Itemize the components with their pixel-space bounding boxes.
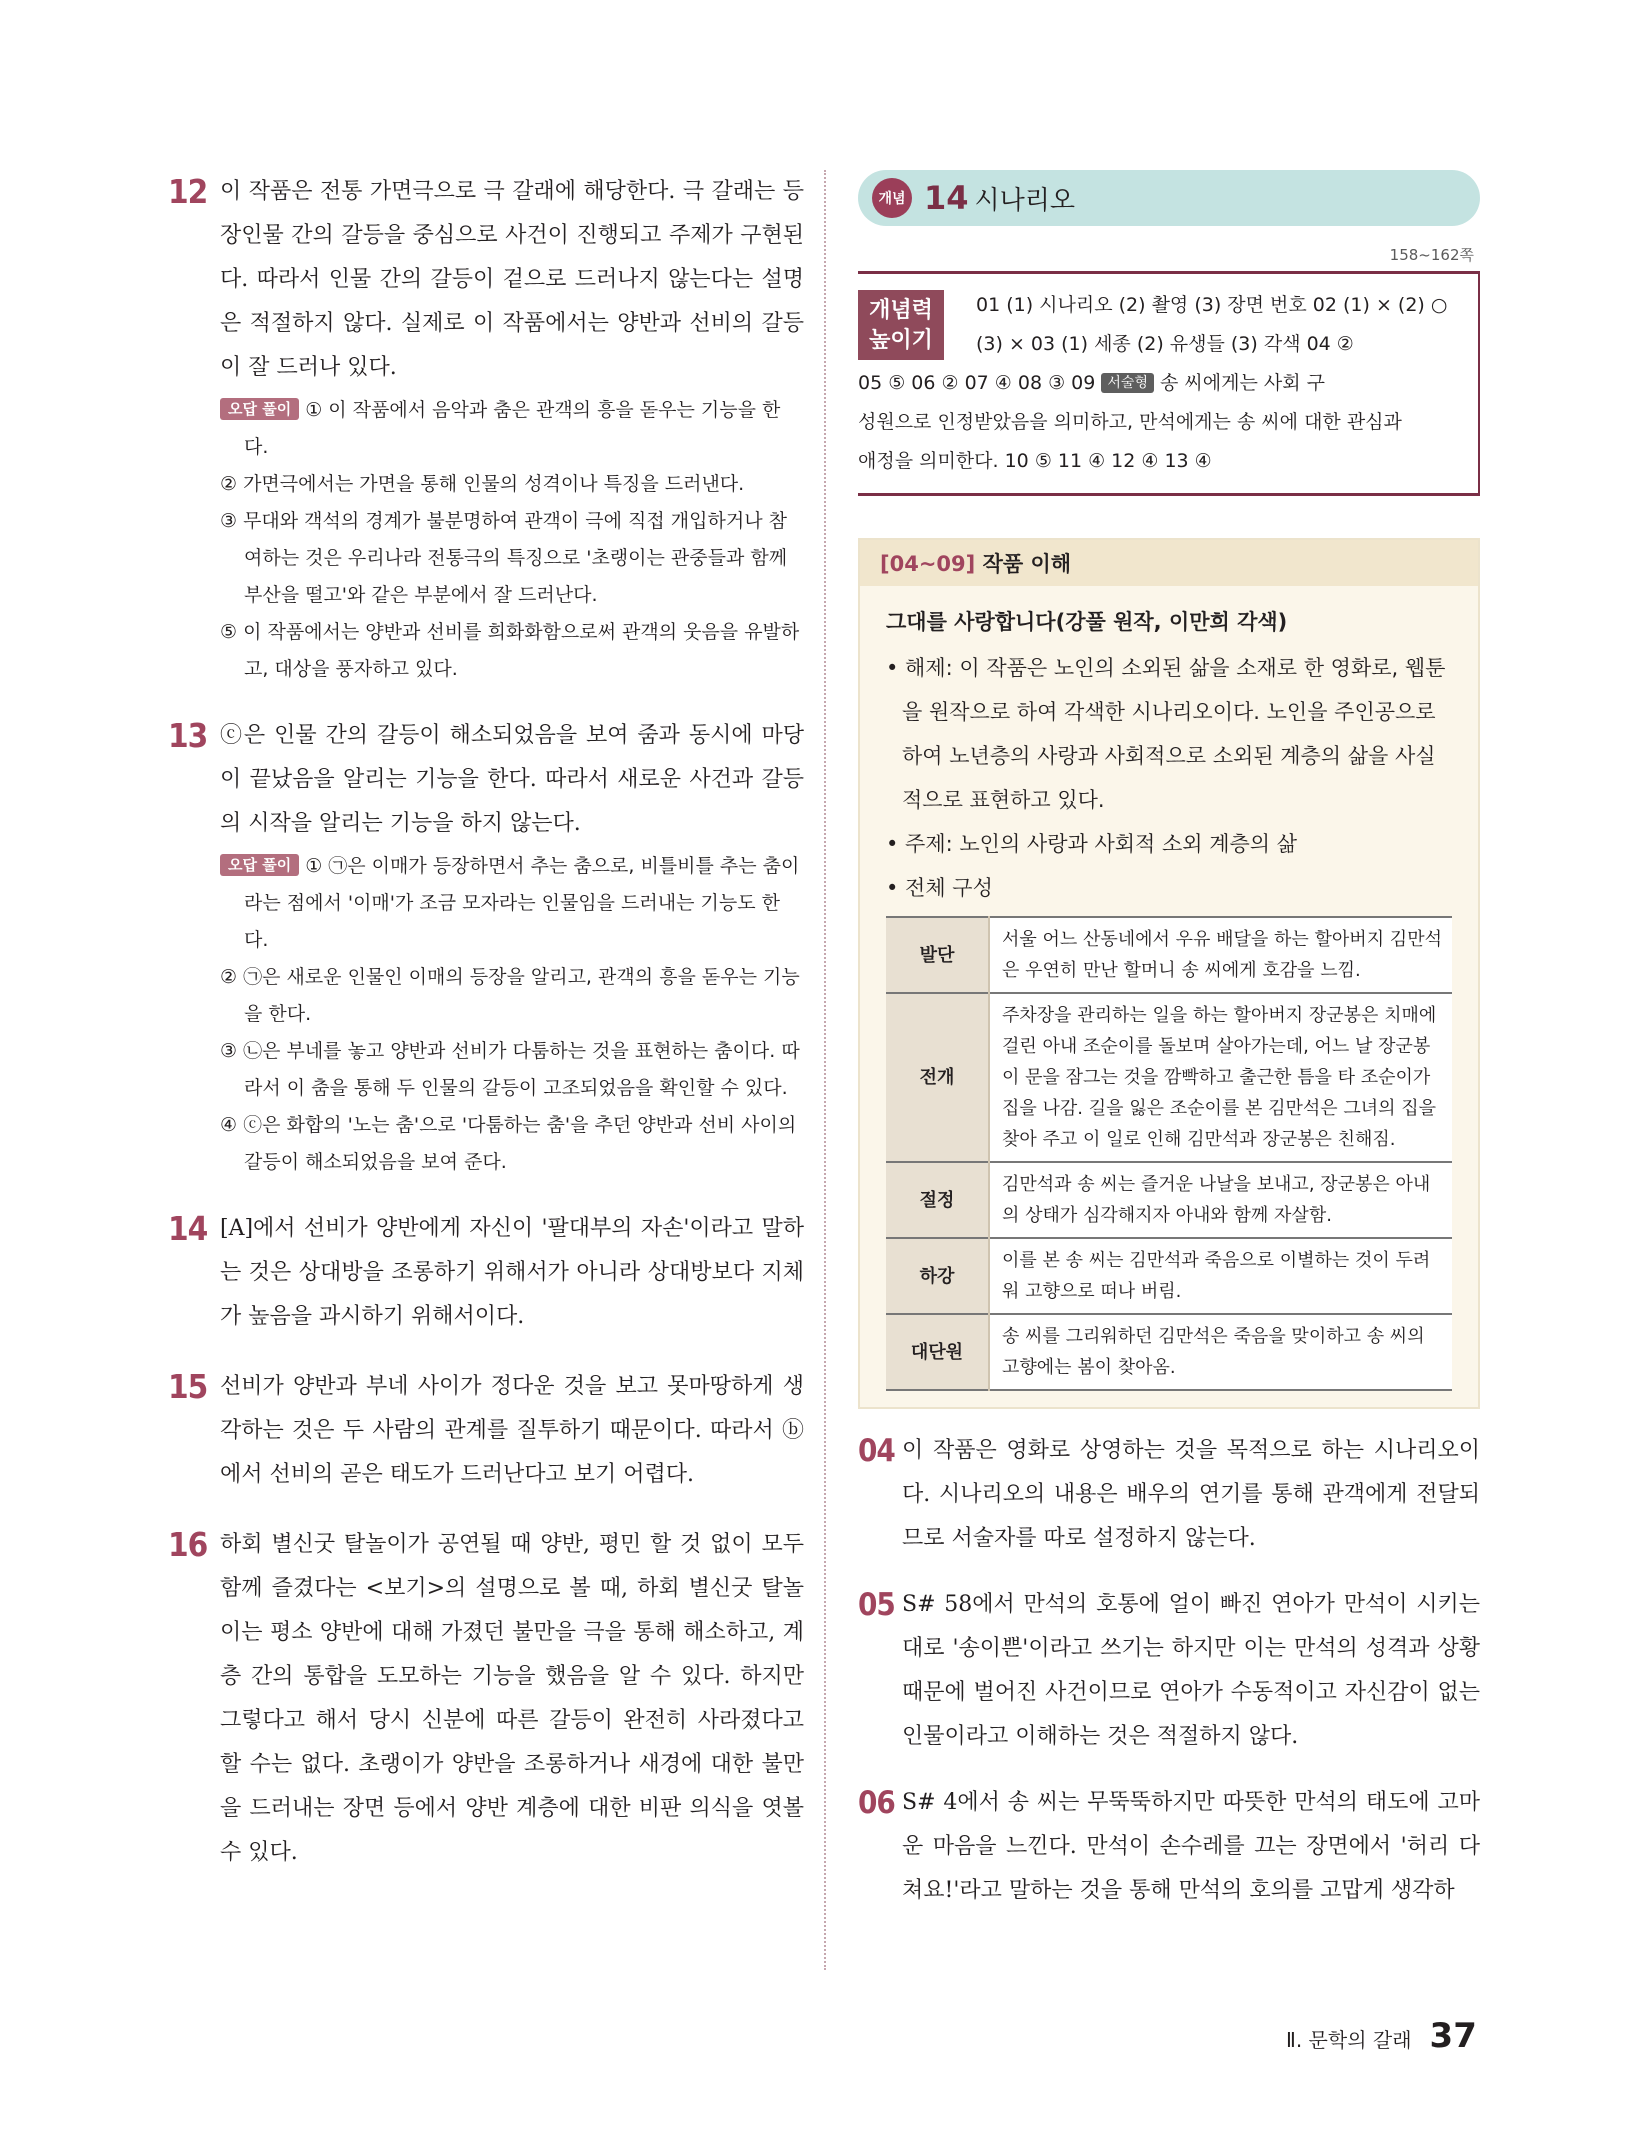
answer-text: 송 씨에게는 사회 구 <box>1160 372 1325 394</box>
question-range: [04~09] <box>880 552 976 576</box>
explanation-text: S# 4에서 송 씨는 무뚝뚝하지만 따뜻한 만석의 태도에 고마운 마음을 느낀다. 만석이 손수레를 끄는 장면에서 '허리 다쳐요!'라고 말하는 것을 통해 만석의 호의를 고맙게 생각하 <box>902 1790 1480 1903</box>
stage-name: 절정 <box>886 1162 989 1238</box>
answer-line: 01 (1) 시나리오 (2) 촬영 (3) 장면 번호 02 (1) × (2) ○ <box>976 294 1448 316</box>
wrong-answer-item: ④ ⓒ은 화합의 '노는 춤'으로 '다툼하는 춤'을 추던 양반과 선비 사이의 갈등이 해소되었음을 보여 준다. <box>220 1114 797 1173</box>
answer-explanation-14 <box>168 1207 804 1339</box>
right-column <box>858 170 1480 1913</box>
stage-name: 전개 <box>886 993 989 1162</box>
wrong-answer-item: ③ 무대와 객석의 경계가 불분명하여 관객이 극에 직접 개입하거나 참여하는 것은 우리나라 전통극의 특징으로 '초랭이는 관중들과 함께 부산을 떨고'와 같은 부분에서 잘 드러난다. <box>220 510 788 606</box>
stage-desc: 이를 본 송 씨는 김만석과 죽음으로 이별하는 것이 두려워 고향으로 떠나 버림. <box>989 1238 1452 1314</box>
wrong-answer-notes <box>220 848 804 1181</box>
work-title: 그대를 사랑합니다(강풀 원작, 이만희 각색) <box>886 610 1288 634</box>
page-number: 37 <box>1429 2016 1477 2056</box>
work-header-title: 작품 이해 <box>982 552 1072 576</box>
question-number: 06 <box>858 1785 895 1821</box>
label-line: 높이기 <box>869 328 933 353</box>
stage-desc: 주차장을 관리하는 일을 하는 할아버지 장군봉은 치매에 걸린 아내 조순이를 돌보며 살아가는데, 어느 날 장군봉이 문을 잠그는 것을 깜빡하고 출근한 틈을 타 조순이가 집을 나감. 길을 잃은 조순이를 본 김만석은 그녀의 집을 찾아 주고 이 일로 인해 김만석과 장군봉은 친해짐. <box>989 993 1452 1162</box>
stage-desc: 김만석과 송 씨는 즐거운 나날을 보내고, 장군봉은 아내의 상태가 심각해지자 아내와 함께 자살함. <box>989 1162 1452 1238</box>
theme-bullet: • 주제: 노인의 사랑과 사회적 소외 계층의 삶 <box>886 832 1298 856</box>
wrong-answer-notes <box>220 392 804 688</box>
concept-icon: 개념 <box>872 178 912 218</box>
wrong-answer-item: ⑤ 이 작품에서는 양반과 선비를 희화화함으로써 관객의 웃음을 유발하고, 대상을 풍자하고 있다. <box>220 621 800 680</box>
stage-desc: 송 씨를 그리워하던 김만석은 죽음을 맞이하고 송 씨의 고향에는 봄이 찾아옴. <box>989 1314 1452 1390</box>
answer-text: 05 ⑤ 06 ② 07 ④ 08 ③ 09 <box>858 372 1096 394</box>
explanation-text: 이 작품은 영화로 상영하는 것을 목적으로 하는 시나리오이다. 시나리오의 내용은 배우의 연기를 통해 관객에게 전달되므로 서술자를 따로 설정하지 않는다. <box>902 1438 1480 1551</box>
explanation-text: 하회 별신굿 탈놀이가 공연될 때 양반, 평민 할 것 없이 모두 함께 즐겼다는 <보기>의 설명으로 볼 때, 하회 별신굿 탈놀이는 평소 양반에 대해 가졌던 불만을 극을 통해 해소하고, 계층 간의 통합을 도모하는 기능을 했음을 알 수 있다. 하지만 그렇다고 해서 당시 신분에 따른 갈등이 완전히 사라졌다고 할 수는 없다. 초랭이가 양반을 조롱하거나 새경에 대한 불만을 드러내는 장면 등에서 양반 계층에 대한 비판 의식을 엿볼 수 있다. <box>220 1532 804 1865</box>
answer-explanation-05 <box>858 1583 1480 1759</box>
wrong-answer-item: ① 이 작품에서 음악과 춤은 관객의 흥을 돋우는 기능을 한다. <box>244 399 781 458</box>
page-footer <box>1286 2016 1477 2056</box>
answer-line <box>858 364 1462 403</box>
table-row <box>886 993 1452 1162</box>
question-number: 16 <box>168 1525 208 1564</box>
table-row <box>886 1162 1452 1238</box>
section-title: Ⅱ. 문학의 갈래 <box>1286 2028 1412 2052</box>
table-row <box>886 1238 1452 1314</box>
question-number: 12 <box>168 172 208 211</box>
explanation-text: 이 작품은 전통 가면극으로 극 갈래에 해당한다. 극 갈래는 등장인물 간의 갈등을 중심으로 사건이 진행되고 주제가 구현된다. 따라서 인물 간의 갈등이 겉으로 드러나지 않는다는 설명은 적절하지 않다. 실제로 이 작품에서는 양반과 선비의 갈등이 잘 드러나 있다. <box>220 179 804 380</box>
concept-header <box>858 170 1480 226</box>
wrong-answer-item: ② ㉠은 새로운 인물인 이매의 등장을 알리고, 관객의 흥을 돋우는 기능을 한다. <box>220 966 800 1025</box>
label-line: 개념력 <box>869 298 933 323</box>
answer-explanation-15 <box>168 1365 804 1497</box>
table-row <box>886 1314 1452 1390</box>
question-number: 04 <box>858 1433 895 1469</box>
explanation-text: S# 58에서 만석의 호통에 얼이 빠진 연아가 만석이 시키는 대로 '송이쁜'이라고 쓰기는 하지만 이는 만석의 성격과 상황 때문에 벌어진 사건이므로 연아가 수동적이고 자신감이 없는 인물이라고 이해하는 것은 적절하지 않다. <box>902 1592 1480 1749</box>
answer-explanation-16 <box>168 1523 804 1875</box>
explanation-text: [A]에서 선비가 양반에게 자신이 '팔대부의 자손'이라고 말하는 것은 상대방을 조롱하기 위해서가 아니라 상대방보다 지체가 높음을 과시하기 위해서이다. <box>220 1216 804 1329</box>
structure-bullet: • 전체 구성 <box>886 876 993 900</box>
answer-explanation-12 <box>168 170 804 688</box>
page-range: 158~162쪽 <box>1389 246 1474 264</box>
concept-title: 시나리오 <box>974 185 1075 216</box>
work-understanding-box <box>858 538 1480 1409</box>
table-row <box>886 917 1452 993</box>
question-number: 14 <box>168 1209 208 1248</box>
answer-line: 성원으로 인정받았음을 의미하고, 만석에게는 송 씨에 대한 관심과 <box>858 411 1402 433</box>
plot-structure-table <box>886 916 1452 1391</box>
stage-name: 발단 <box>886 917 989 993</box>
answer-line: 애정을 의미한다. 10 ⑤ 11 ④ 12 ④ 13 ④ <box>858 450 1212 472</box>
summary-bullet: • 해제: 이 작품은 노인의 소외된 삶을 소재로 한 영화로, 웹툰을 원작으로 하여 각색한 시나리오이다. 노인을 주인공으로 하여 노년층의 사랑과 사회적으로 소외된 계층의 삶을 사실적으로 표현하고 있다. <box>886 656 1446 812</box>
answer-explanation-13 <box>168 714 804 1181</box>
wrong-answer-item: ② 가면극에서는 가면을 통해 인물의 성격이나 특징을 드러낸다. <box>220 473 745 495</box>
answer-explanation-04 <box>858 1429 1480 1561</box>
wrong-answer-item: ① ㉠은 이매가 등장하면서 추는 춤으로, 비틀비틀 추는 춤이라는 점에서 '이매'가 조금 모자라는 인물임을 드러내는 기능도 한다. <box>244 855 800 951</box>
explanation-text: ⓒ은 인물 간의 갈등이 해소되었음을 보여 줌과 동시에 마당이 끝났음을 알리는 기능을 한다. 따라서 새로운 사건과 갈등의 시작을 알리는 기능을 하지 않는다. <box>220 723 804 836</box>
concept-number: 14 <box>924 179 969 217</box>
explanation-text: 선비가 양반과 부네 사이가 정다운 것을 보고 못마땅하게 생각하는 것은 두 사람의 관계를 질투하기 때문이다. 따라서 ⓑ에서 선비의 곧은 태도가 드러난다고 보기 어렵다. <box>220 1374 804 1487</box>
question-number: 13 <box>168 716 208 755</box>
answer-line: (3) × 03 (1) 세종 (2) 유생들 (3) 각색 04 ② <box>976 333 1354 355</box>
stage-name: 대단원 <box>886 1314 989 1390</box>
answer-key-label <box>858 290 944 360</box>
wrong-answer-item: ③ ㉡은 부네를 놓고 양반과 선비가 다툼하는 것을 표현하는 춤이다. 따라서 이 춤을 통해 두 인물의 갈등이 고조되었음을 확인할 수 있다. <box>220 1040 800 1099</box>
question-number: 15 <box>168 1367 208 1406</box>
left-column <box>168 170 804 1875</box>
essay-badge: 서술형 <box>1101 373 1154 393</box>
answer-explanation-06 <box>858 1781 1480 1913</box>
work-body <box>860 586 1478 1391</box>
answer-key-box <box>858 271 1480 496</box>
column-divider <box>824 170 826 1970</box>
question-number: 05 <box>858 1587 895 1623</box>
stage-desc: 서울 어느 산동네에서 우유 배달을 하는 할아버지 김만석은 우연히 만난 할머니 송 씨에게 호감을 느낌. <box>989 917 1452 993</box>
wrong-answer-badge: 오답 풀이 <box>220 854 299 876</box>
wrong-answer-badge: 오답 풀이 <box>220 398 299 420</box>
stage-name: 하강 <box>886 1238 989 1314</box>
work-header <box>860 540 1478 586</box>
